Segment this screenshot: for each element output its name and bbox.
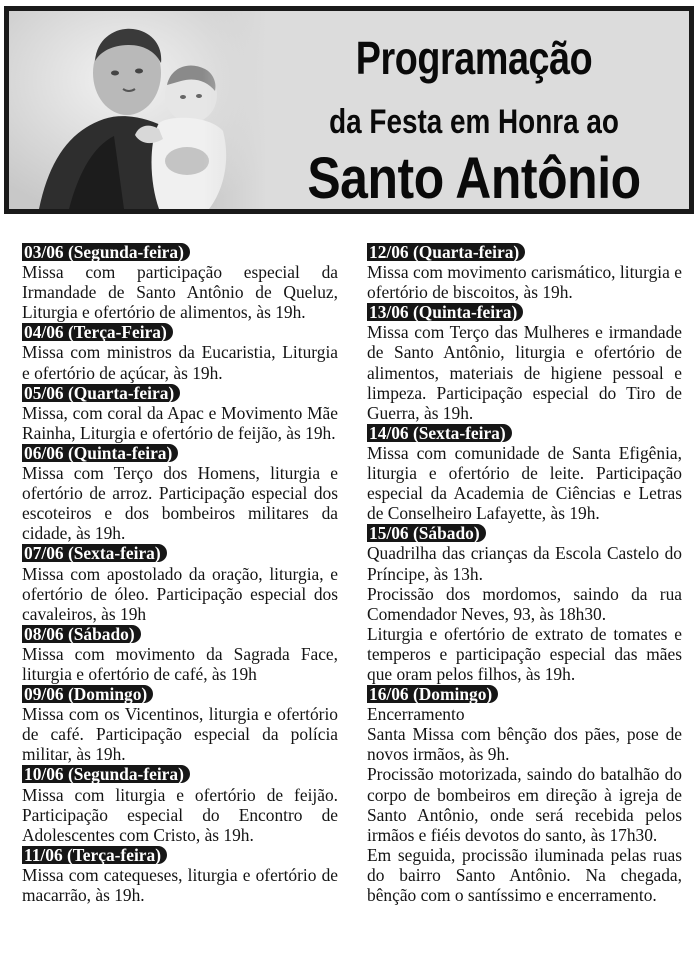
day-date-label: 06/06 (Quinta-feira) <box>22 444 178 462</box>
day-date-label: 14/06 (Sexta-feira) <box>367 424 512 442</box>
day-description: Santa Missa com bênção dos pães, pose de novos irmãos, às 9h. <box>367 724 682 765</box>
schedule-day <box>367 423 682 523</box>
schedule-day <box>367 242 682 302</box>
day-description: Missa com ministros da Eucaristia, Liturgia e ofertório de açúcar, às 19h. <box>22 342 338 383</box>
schedule-day <box>22 242 338 322</box>
schedule-day <box>22 624 338 684</box>
schedule-day <box>22 684 338 764</box>
day-date-label: 12/06 (Quarta-feira) <box>367 243 525 261</box>
day-description: Em seguida, procissão iluminada pelas ruas do bairro Santo Antônio. Na chegada, bênção com o santíssimo e encerramento. <box>367 844 682 905</box>
day-date-label: 03/06 (Segunda-feira) <box>22 243 190 261</box>
schedule-day <box>367 684 682 905</box>
day-date-label: 16/06 (Domingo) <box>367 685 498 703</box>
day-date-label: 04/06 (Terça-Feira) <box>22 323 173 341</box>
title-programacao: Programação <box>355 32 593 84</box>
day-date-label: 15/06 (Sábado) <box>367 524 486 542</box>
schedule-day <box>22 543 338 623</box>
header-banner <box>4 6 694 214</box>
schedule-day <box>22 764 338 844</box>
schedule-left-column <box>22 242 338 905</box>
day-date-label: 11/06 (Terça-feira) <box>22 846 167 864</box>
day-description: Missa com movimento carismático, liturgia e ofertório de biscoitos, às 19h. <box>367 262 682 303</box>
day-description: Missa com liturgia e ofertório de feijão. Participação especial do Encontro de Adolescentes com Cristo, às 19h. <box>22 784 338 845</box>
day-description: Quadrilha das crianças da Escola Castelo do Príncipe, às 13h. <box>367 543 682 584</box>
day-description: Missa com movimento da Sagrada Face, liturgia e ofertório de café, às 19h <box>22 643 338 684</box>
saint-anthony-image <box>9 11 267 209</box>
day-description: Missa com comunidade de Santa Efigênia, liturgia e ofertório de leite. Participação especial da Academia de Ciências e Letras de Conselheiro Lafayette, às 19h. <box>367 442 682 524</box>
day-description: Procissão motorizada, saindo do batalhão do corpo de bombeiros em direção à igreja de Santo Antônio, onde será recebida pelos irmãos e fiéis devotos do santo, às 17h30. <box>367 764 682 845</box>
title-subtitle: da Festa em Honra ao <box>329 103 619 141</box>
day-description: Encerramento <box>367 704 465 725</box>
day-date-label: 10/06 (Segunda-feira) <box>22 765 190 783</box>
schedule-day <box>367 523 682 684</box>
day-description: Missa com participação especial da Irmandade de Santo Antônio de Queluz, Liturgia e ofertório de alimentos, às 19h. <box>22 262 338 323</box>
schedule-day <box>22 443 338 543</box>
day-description: Missa com Terço das Mulheres e irmandade de Santo Antônio, liturgia e ofertório de alimentos, materiais de higiene pessoal e limpeza. Participação especial do Tiro de Guerra, às 19h. <box>367 322 682 423</box>
day-description: Procissão dos mordomos, saindo da rua Comendador Neves, 93, às 18h30. <box>367 583 682 624</box>
day-description: Missa com os Vicentinos, liturgia e ofertório de café. Participação especial da polícia militar, às 19h. <box>22 704 338 765</box>
title-santo-antonio: Santo Antônio <box>307 146 641 211</box>
schedule-day <box>22 322 338 382</box>
day-description: Missa com catequeses, liturgia e ofertório de macarrão, às 19h. <box>22 864 338 905</box>
day-date-label: 07/06 (Sexta-feira) <box>22 544 167 562</box>
day-date-label: 08/06 (Sábado) <box>22 625 141 643</box>
day-description: Missa com apostolado da oração, liturgia, e ofertório de óleo. Participação especial dos cavaleiros, às 19h <box>22 563 338 624</box>
schedule-day <box>367 302 682 423</box>
day-description: Missa com Terço dos Homens, liturgia e ofertório de arroz. Participação especial dos escoteiros e dos bombeiros militares da cidade, às 19h. <box>22 463 338 544</box>
day-description: Missa, com coral da Apac e Movimento Mãe Rainha, Liturgia e ofertório de feijão, às 19h. <box>22 402 338 443</box>
schedule-day <box>22 383 338 443</box>
day-date-label: 09/06 (Domingo) <box>22 685 153 703</box>
day-description: Liturgia e ofertório de extrato de tomates e temperos e participação especial das mães que oram pelos filhos, às 19h. <box>367 623 682 684</box>
schedule-day <box>22 845 338 905</box>
day-date-label: 05/06 (Quarta-feira) <box>22 384 180 402</box>
title-block <box>259 11 689 209</box>
day-date-label: 13/06 (Quinta-feira) <box>367 303 523 321</box>
schedule-right-column <box>367 242 682 905</box>
